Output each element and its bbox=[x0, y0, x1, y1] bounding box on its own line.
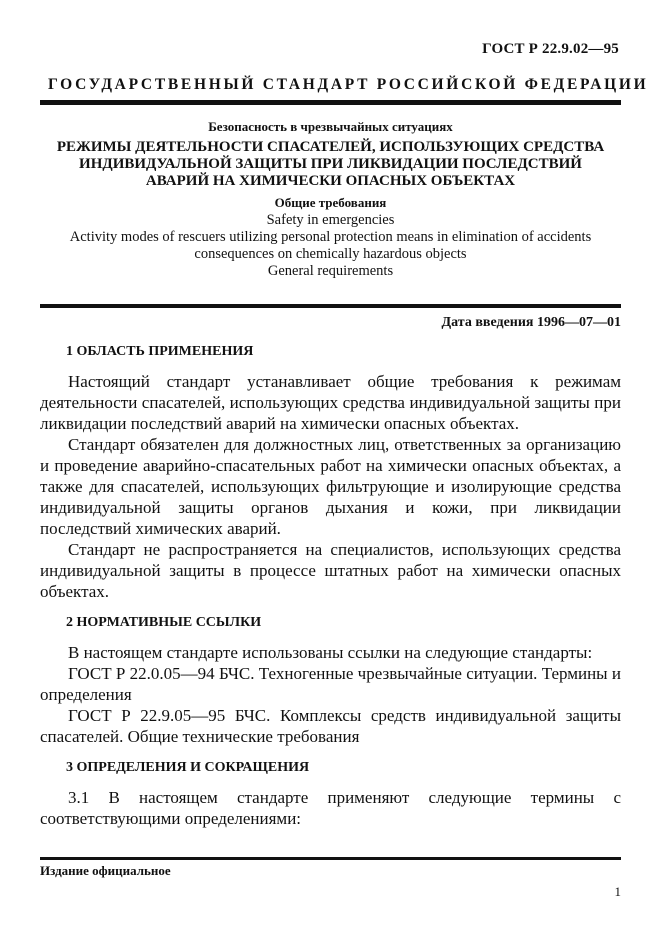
paragraph: Стандарт не распространяется на специалистов, использующих средства индивидуальной защиты в процессе штатных работ на химически опасных объектах. bbox=[40, 540, 621, 601]
paragraph: Стандарт обязателен для должностных лиц, ответственных за организацию и проведение аварийно-спасательных работ на химически опасных объектах, а также для спасателей, использующих фильтрующие и изолирующие средства индивидуальной защиты органов дыхания и кожи, при ликвидации последствий химических аварий. bbox=[40, 435, 621, 538]
subtitle: Общие требования bbox=[274, 195, 387, 210]
section-scope bbox=[40, 343, 621, 602]
paragraph: Настоящий стандарт устанавливает общие требования к режимам деятельности спасателей, использующих средства индивидуальной защиты при ликвидации последствий аварий на химически опасных объектах. bbox=[40, 372, 621, 433]
section-heading: 2 НОРМАТИВНЫЕ ССЫЛКИ bbox=[66, 615, 262, 630]
section-heading: 3 ОПРЕДЕЛЕНИЯ И СОКРАЩЕНИЯ bbox=[66, 760, 310, 775]
document-body bbox=[40, 343, 621, 841]
english-title bbox=[40, 212, 621, 280]
section-definitions bbox=[40, 759, 621, 829]
organization-title: ГОСУДАРСТВЕННЫЙ СТАНДАРТ РОССИЙСКОЙ ФЕДЕРАЦИИ bbox=[48, 76, 649, 93]
paragraph: ГОСТ Р 22.9.05—95 БЧС. Комплексы средств индивидуальной защиты спасателей. Общие технические требования bbox=[40, 706, 621, 746]
intro-date: Дата введения 1996—07—01 bbox=[441, 315, 621, 330]
english-title-line: General requirements bbox=[267, 263, 394, 279]
title-block bbox=[40, 118, 621, 280]
paragraph: В настоящем стандарте использованы ссылки на следующие стандарты: bbox=[68, 643, 593, 662]
main-title-line: ИНДИВИДУАЛЬНОЙ ЗАЩИТЫ ПРИ ЛИКВИДАЦИИ ПОСЛЕДСТВИЙ bbox=[79, 156, 582, 172]
english-title-line: consequences on chemically hazardous objects bbox=[194, 246, 467, 262]
document-code: ГОСТ Р 22.9.02—95 bbox=[482, 41, 619, 57]
edition-label: Издание официальное bbox=[40, 863, 171, 878]
main-title-line: РЕЖИМЫ ДЕЯТЕЛЬНОСТИ СПАСАТЕЛЕЙ, ИСПОЛЬЗУЮЩИХ СРЕДСТВА bbox=[56, 139, 605, 155]
section-heading: 1 ОБЛАСТЬ ПРИМЕНЕНИЯ bbox=[66, 344, 254, 359]
paragraph: ГОСТ Р 22.0.05—94 БЧС. Техногенные чрезвычайные ситуации. Термины и определения bbox=[40, 664, 621, 704]
category-line: Безопасность в чрезвычайных ситуациях bbox=[208, 119, 453, 134]
english-title-line: Safety in emergencies bbox=[266, 212, 395, 228]
main-title bbox=[40, 139, 621, 190]
english-title-line: Activity modes of rescuers utilizing personal protection means in elimination of accidents bbox=[69, 229, 592, 245]
middle-rule bbox=[40, 304, 621, 308]
page-number: 1 bbox=[614, 884, 621, 899]
main-title-line: АВАРИЙ НА ХИМИЧЕСКИ ОПАСНЫХ ОБЪЕКТАХ bbox=[145, 173, 516, 189]
bottom-rule bbox=[40, 857, 621, 860]
section-references bbox=[40, 614, 621, 747]
top-rule bbox=[40, 100, 621, 105]
paragraph: 3.1 В настоящем стандарте применяют следующие термины с соответствующими определениями: bbox=[40, 788, 621, 828]
